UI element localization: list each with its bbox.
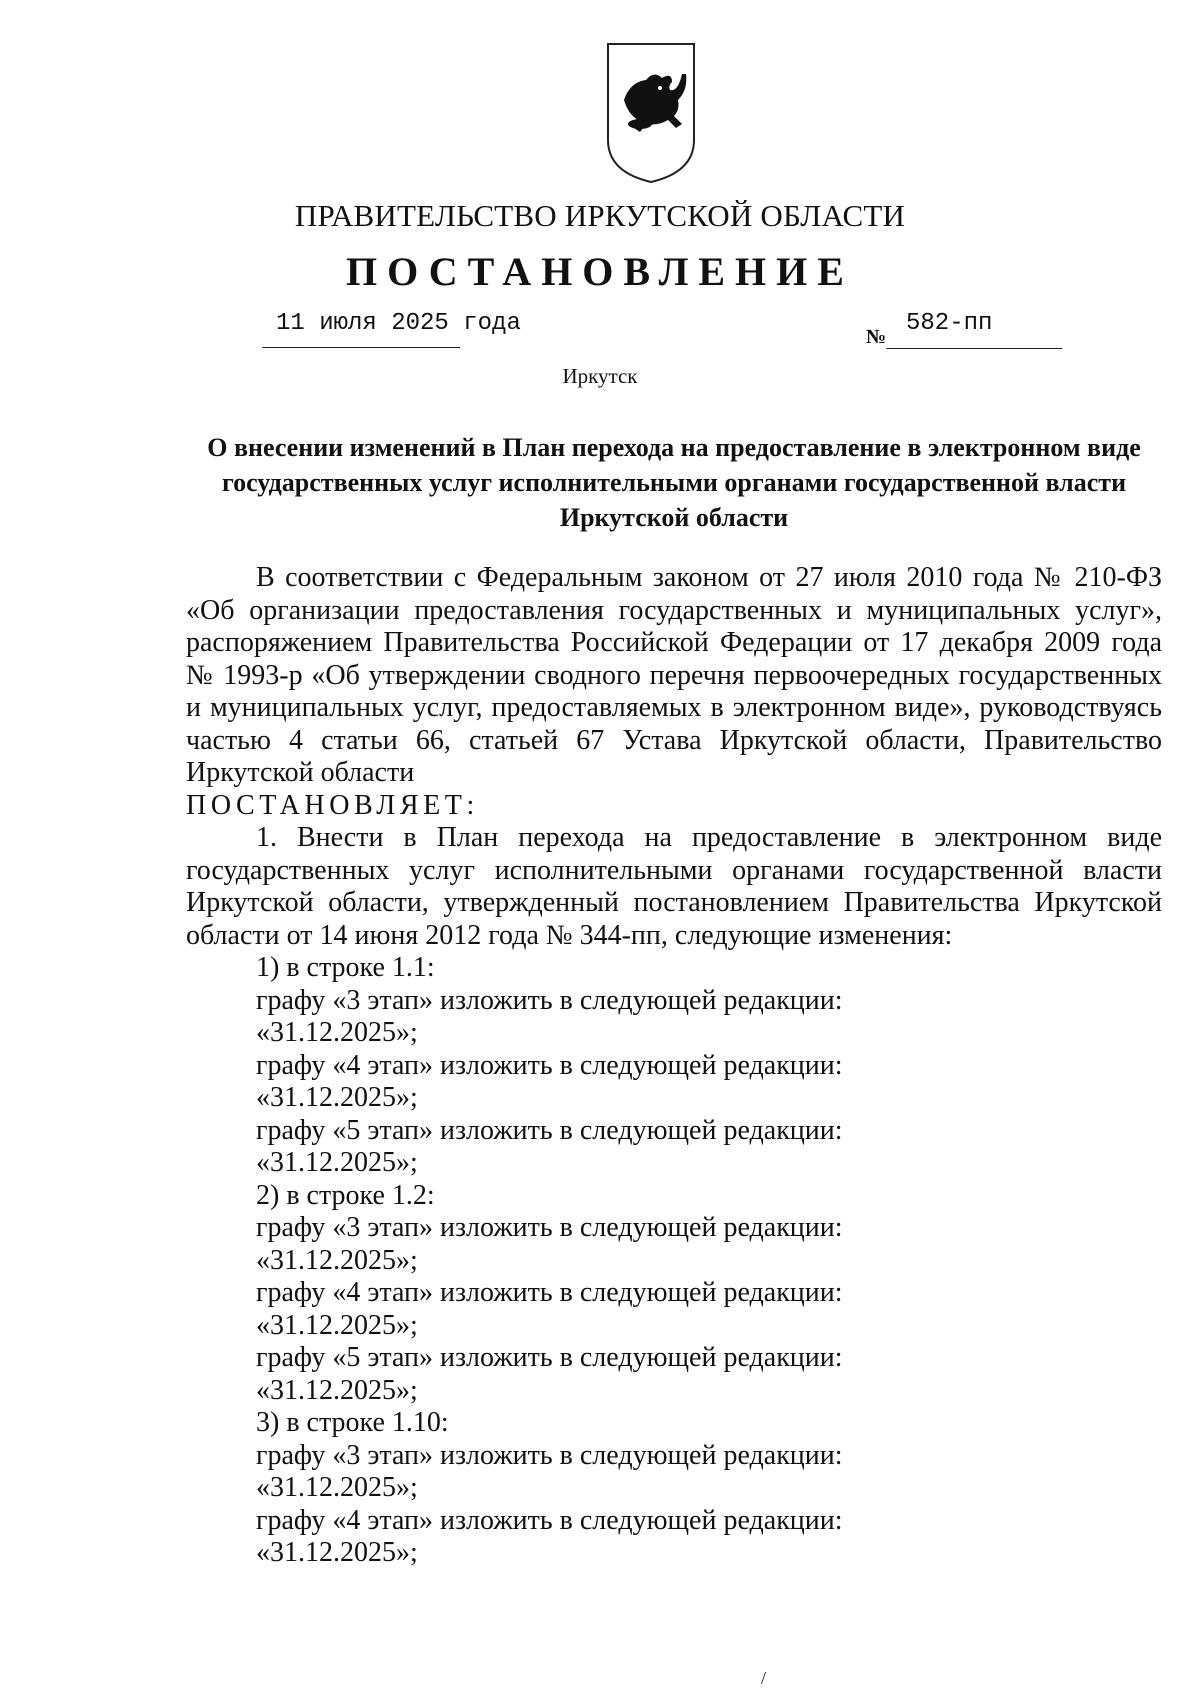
- amendment-line: графу «5 этап» изложить в следующей редакции:: [256, 1114, 843, 1146]
- amendment-lines: [186, 952, 1162, 1570]
- document-date: 11 июля 2025 года: [276, 310, 521, 337]
- amendment-line: графу «4 этап» изложить в следующей редакции:: [256, 1049, 843, 1081]
- amendment-line: «31.12.2025»;: [256, 1374, 418, 1406]
- amendment-line: 1) в строке 1.1:: [256, 952, 435, 983]
- amendment-line: 2) в строке 1.2:: [256, 1179, 435, 1211]
- document-body: [186, 562, 1162, 1570]
- amendment-line: «31.12.2025»;: [256, 1147, 418, 1178]
- amendment-line: «31.12.2025»;: [256, 1472, 418, 1503]
- amendment-line: «31.12.2025»;: [256, 1309, 418, 1341]
- amendment-line: «31.12.2025»;: [256, 1537, 418, 1568]
- number-label: №: [866, 326, 887, 348]
- item-1-paragraph: 1. Внести в План перехода на предоставление в электронном виде государственных услуг исполнительными органами государственной власти Иркутской области, утвержденный постановлением Правительства Иркутской области от 14 июня 2012 года № 344-пп, следующие изменения:: [186, 822, 1162, 951]
- document-number: 582-пп: [906, 310, 993, 337]
- amendment-line: «31.12.2025»;: [256, 1082, 418, 1113]
- city-name: Иркутск: [562, 364, 638, 388]
- amendment-line: графу «3 этап» изложить в следующей редакции:: [256, 1439, 843, 1471]
- amendment-line: 3) в строке 1.10:: [256, 1407, 449, 1438]
- date-underline: [262, 347, 460, 348]
- amendment-line: графу «3 этап» изложить в следующей редакции:: [256, 984, 843, 1016]
- amendment-line: графу «4 этап» изложить в следующей редакции:: [256, 1504, 843, 1536]
- amendment-line: «31.12.2025»;: [256, 1017, 418, 1048]
- government-name: ПРАВИТЕЛЬСТВО ИРКУТСКОЙ ОБЛАСТИ: [294, 198, 906, 233]
- document-title: О внесении изменений в План перехода на предоставление в электронном виде государственных услуг исполнительными органами государственной власти Иркутской области: [207, 433, 1141, 532]
- decree-word: ПОСТАНОВЛЯЕТ:: [186, 789, 479, 821]
- number-underline: [886, 348, 1062, 349]
- preamble-paragraph: В соответствии с Федеральным законом от 27 июля 2010 года № 210-ФЗ «Об организации предоставления государственных и муниципальных услуг», распоряжением Правительства Российской Федерации от 17 декабря 2009 года № 1993-р «Об утверждении сводного перечня первоочередных государственных и муниципальных услуг, предоставляемых в электронном виде», руководствуясь частью 4 статьи 66, статьей 67 Устава Иркутской области, Правительство Иркутской области: [186, 562, 1162, 788]
- amendment-line: графу «3 этап» изложить в следующей редакции:: [256, 1212, 843, 1243]
- amendment-line: графу «5 этап» изложить в следующей редакции:: [256, 1342, 843, 1373]
- document-type: ПОСТАНОВЛЕНИЕ: [346, 249, 854, 294]
- amendment-line: графу «4 этап» изложить в следующей редакции:: [256, 1277, 843, 1308]
- amendment-line: «31.12.2025»;: [256, 1244, 418, 1276]
- footer-mark: /: [761, 1668, 767, 1688]
- irkutsk-emblem-icon: [604, 40, 698, 186]
